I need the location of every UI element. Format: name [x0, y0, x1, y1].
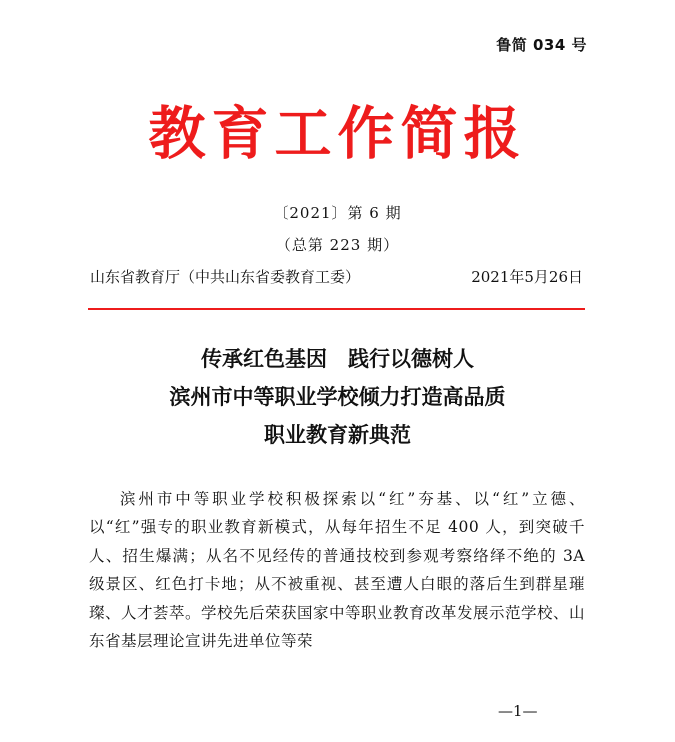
publisher-row — [90, 266, 583, 287]
article-title — [0, 340, 675, 454]
total-issue-number: （总第 223 期） — [275, 236, 400, 254]
article-body-paragraph: 滨州市中等职业学校积极探索以“红”夯基、以“红”立德、以“红”强专的职业教育新模式，从每年招生不足 400 人，到突破千人、招生爆满；从名不见经传的普通技校到参观考察络绎不绝的 3A 级景区、红色打卡地；从不被重视、甚至遭人白眼的落后生到群星璀璨、人才荟萃。学校先后荣获国家中等职业教育改革发展示范学校、山东省基层理论宣讲先进单位等荣 — [89, 490, 586, 651]
issue-number: 〔2021〕第 6 期 — [273, 204, 402, 222]
red-divider — [88, 308, 585, 310]
page-number: —1— — [498, 702, 538, 720]
masthead-title: 教育工作简报 — [148, 100, 527, 167]
article-title-line-1: 传承红色基因 践行以德树人 — [201, 346, 474, 371]
article-title-line-2: 滨州市中等职业学校倾力打造高品质 — [169, 384, 506, 409]
publish-date: 2021年5月26日 — [471, 268, 583, 286]
document-code: 鲁简 034 号 — [496, 36, 587, 54]
publisher: 山东省教育厅（中共山东省委教育工委） — [90, 268, 361, 286]
article-title-line-3: 职业教育新典范 — [264, 422, 411, 447]
